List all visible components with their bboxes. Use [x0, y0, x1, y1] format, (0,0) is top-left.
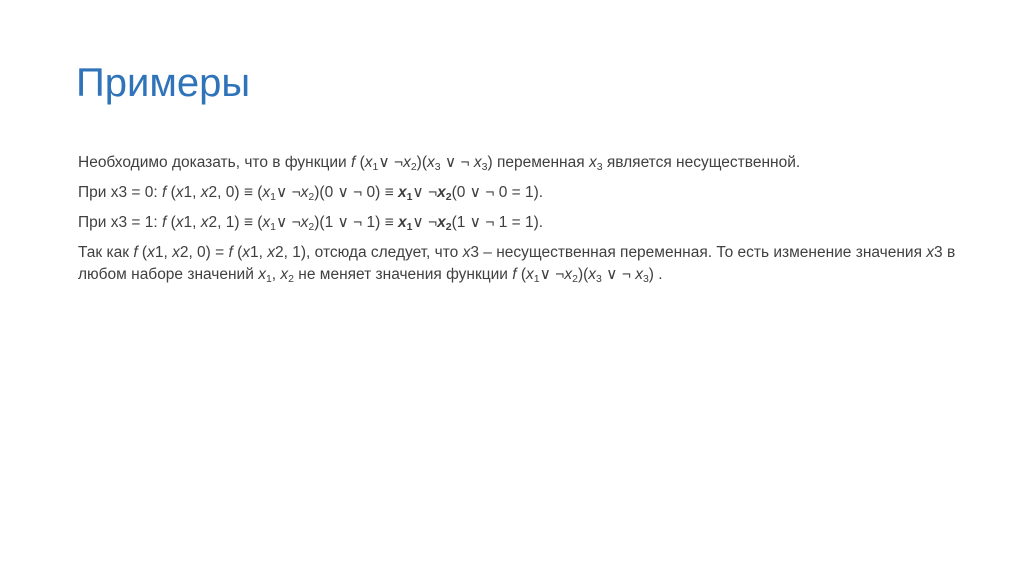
slide-title: Примеры: [76, 61, 251, 105]
text-run: 2: [308, 191, 315, 203]
text-run: x: [397, 184, 407, 201]
text-run: ,: [271, 266, 281, 283]
text-run: (: [166, 184, 176, 201]
text-run: x: [526, 266, 534, 283]
text-run: x: [242, 244, 251, 261]
text-run: ) .: [648, 266, 663, 283]
text-run: x: [473, 154, 482, 171]
text-run: )(: [577, 266, 589, 283]
text-run: f: [350, 154, 356, 171]
text-run: 3 – несущественная переменная. То есть изменение значения: [470, 244, 927, 261]
text-run: (: [516, 266, 527, 283]
text-run: ∨ ¬: [539, 266, 565, 283]
text-run: (1 ∨ ¬ 1 = 1).: [451, 214, 544, 231]
text-run: ∨ ¬: [412, 214, 438, 231]
text-run: 1,: [183, 214, 201, 231]
text-run: f: [162, 184, 167, 201]
text-run: 1,: [154, 244, 173, 261]
text-run: 3: [434, 161, 441, 173]
text-run: 2, 1) ≡ (: [208, 214, 263, 231]
text-run: 2: [288, 273, 294, 285]
text-run: 2: [308, 221, 315, 233]
text-run: 2: [410, 161, 417, 173]
text-run: )(1 ∨ ¬ 1) ≡: [314, 214, 398, 231]
text-run: x: [262, 214, 271, 231]
text-run: При x3 = 1:: [78, 214, 162, 231]
text-run: 1: [270, 191, 276, 203]
text-run: x: [397, 214, 407, 231]
text-run: x: [588, 266, 597, 283]
text-run: x: [437, 184, 446, 201]
text-run: x: [364, 154, 373, 171]
text-run: x: [300, 184, 309, 201]
text-run: x: [267, 244, 276, 261]
text-run: (: [137, 244, 148, 261]
text-run: ∨ ¬: [440, 154, 474, 171]
text-run: 1,: [183, 184, 201, 201]
text-run: При x3 = 0:: [78, 184, 162, 201]
text-run: 2: [445, 221, 452, 233]
text-run: ∨ ¬: [601, 266, 636, 283]
text-run: x: [462, 244, 471, 261]
text-run: Так как: [78, 244, 134, 261]
text-run: x: [258, 266, 266, 283]
paragraph-task: [78, 152, 978, 174]
paragraph-case-x3-1: [78, 212, 978, 234]
text-run: x: [175, 184, 184, 201]
paragraph-case-x3-0: [78, 182, 978, 204]
text-run: 2: [572, 273, 578, 285]
text-run: x: [437, 214, 446, 231]
text-run: 3: [596, 161, 603, 173]
text-run: 1: [533, 273, 540, 285]
text-run: (: [355, 154, 365, 171]
text-run: x: [588, 154, 597, 171]
text-run: 3: [596, 273, 602, 285]
text-run: 2, 0) =: [179, 244, 229, 261]
text-run: 3: [481, 161, 488, 173]
text-run: 2, 1), отсюда следует, что: [275, 244, 463, 261]
text-run: x: [280, 266, 289, 283]
text-run: x: [635, 266, 643, 283]
text-run: ∨ ¬: [275, 214, 301, 231]
text-run: )(: [416, 154, 427, 171]
text-run: 2, 0) ≡ (: [208, 184, 263, 201]
text-run: x: [200, 214, 209, 231]
text-run: является несущественной.: [602, 154, 801, 171]
text-run: x: [175, 214, 184, 231]
text-run: 1: [406, 221, 413, 233]
text-run: x: [300, 214, 309, 231]
text-run: ) переменная: [487, 154, 589, 171]
text-run: )(0 ∨ ¬ 0) ≡: [314, 184, 398, 201]
text-run: (: [232, 244, 243, 261]
text-run: 1: [265, 273, 272, 285]
text-run: (0 ∨ ¬ 0 = 1).: [451, 184, 544, 201]
paragraph-conclusion: [78, 242, 978, 286]
text-run: x: [564, 266, 573, 283]
text-run: ∨ ¬: [412, 184, 438, 201]
text-run: (: [166, 214, 176, 231]
text-run: 1: [270, 221, 276, 233]
text-run: x: [172, 244, 180, 261]
text-run: x: [403, 154, 411, 171]
text-run: ∨ ¬: [275, 184, 301, 201]
text-run: f: [512, 266, 517, 283]
text-run: ∨ ¬: [378, 154, 404, 171]
text-run: f: [162, 214, 167, 231]
text-run: 3: [642, 273, 649, 285]
text-run: 1,: [250, 244, 268, 261]
text-run: x: [426, 154, 435, 171]
text-run: f: [133, 244, 138, 261]
text-run: 1: [406, 191, 413, 203]
text-run: Необходимо доказать, что в функции: [78, 154, 351, 171]
text-run: x: [262, 184, 271, 201]
slide-body: [78, 152, 978, 294]
text-run: не меняет значения функции: [294, 266, 513, 283]
text-run: 1: [372, 161, 379, 173]
text-run: x: [147, 244, 155, 261]
text-run: 2: [445, 191, 452, 203]
text-run: x: [926, 244, 935, 261]
text-run: x: [200, 184, 209, 201]
text-run: f: [228, 244, 233, 261]
text-run: 3 в любом наборе значений: [78, 244, 956, 283]
